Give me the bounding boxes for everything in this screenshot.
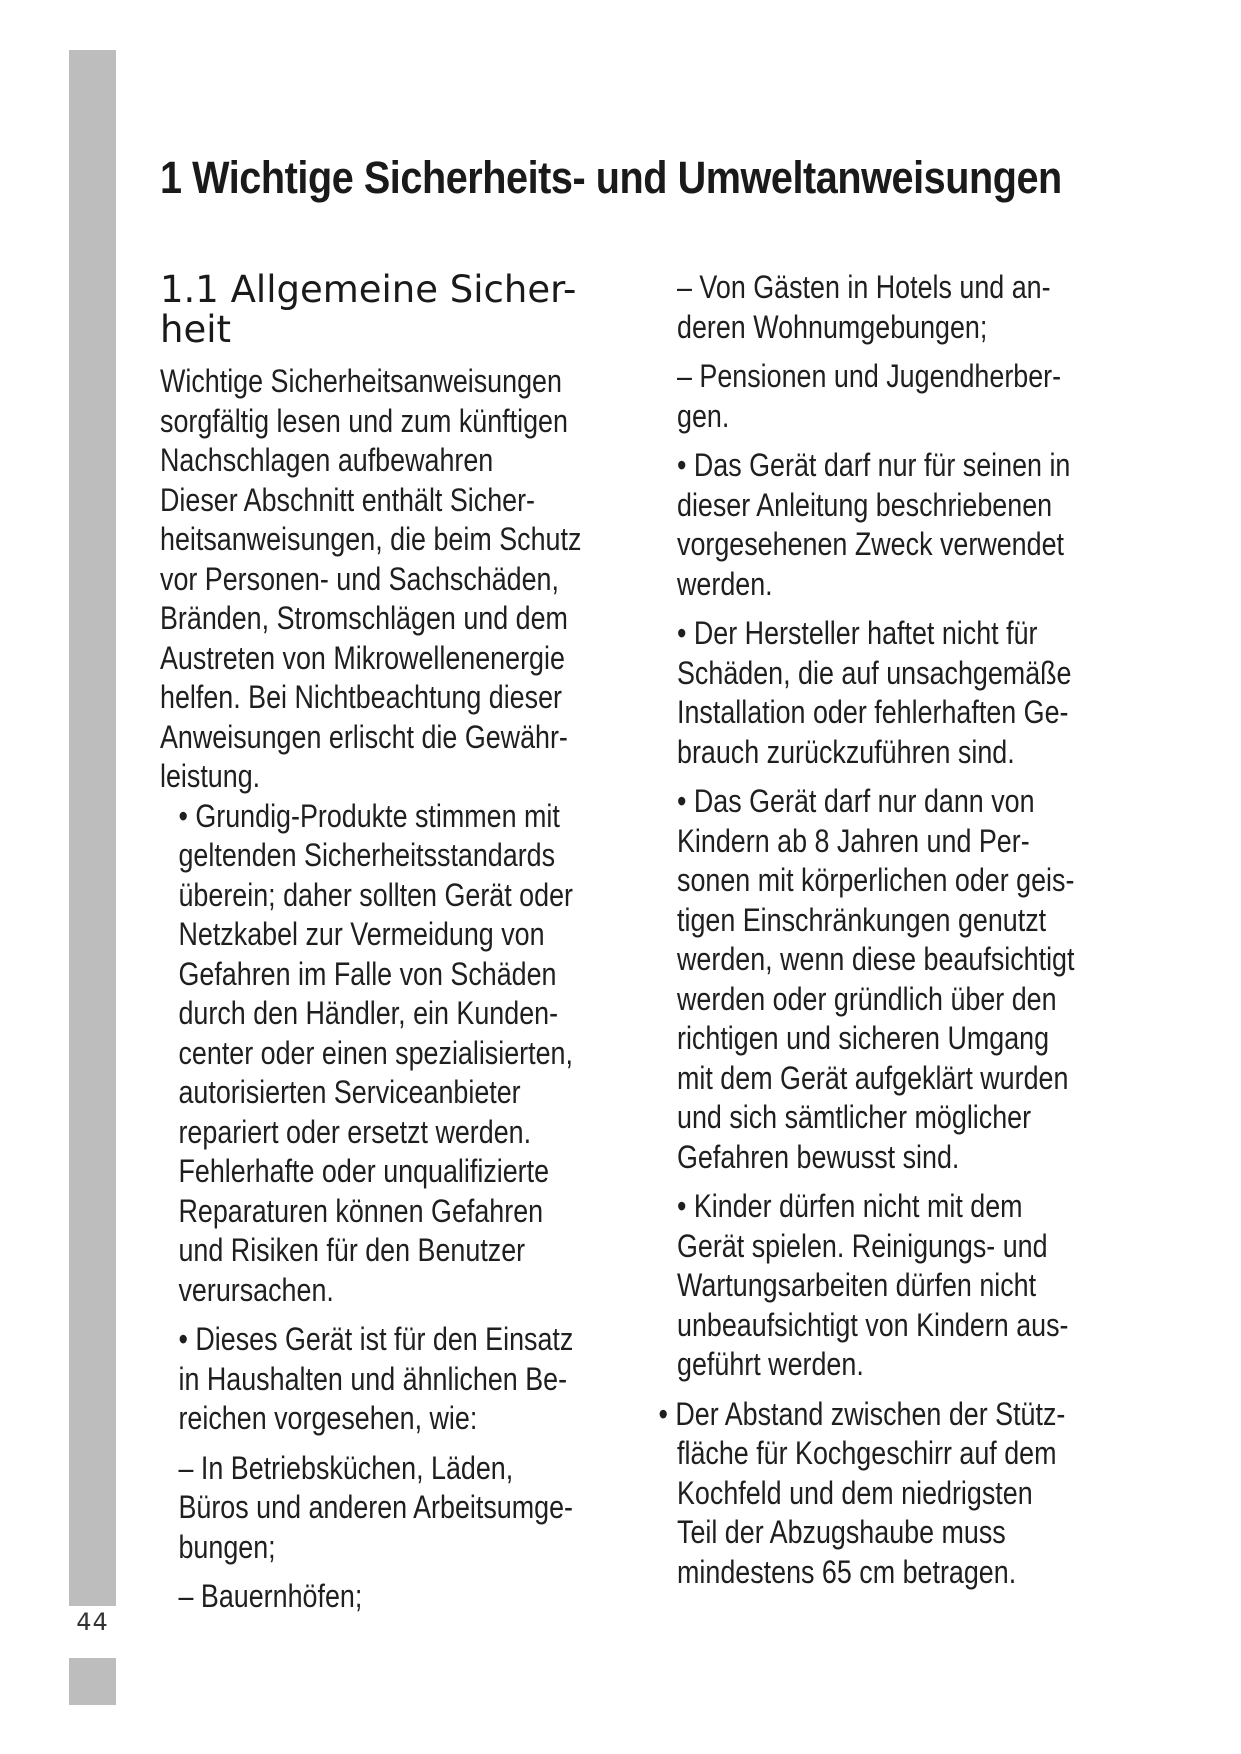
text-line: sorgfältig lesen und zum künftigen <box>160 402 568 439</box>
text-line: Nachschlagen aufbewahren <box>160 442 494 478</box>
text-line: Gefahren bewusst sind. <box>677 1138 960 1175</box>
text-line: Reparaturen können Gefahren <box>178 1192 544 1229</box>
text-line: Netzkabel zur Vermeidung von <box>178 916 545 952</box>
text-line: Dieser Abschnitt enthält Sicher- <box>160 481 536 518</box>
right-column <box>658 268 1177 1592</box>
text-line: vorgesehenen Zweck verwendet <box>677 526 1064 562</box>
text-line: repariert oder ersetzt werden. <box>178 1113 532 1150</box>
text-line: Fehlerhafte oder unqualifizierte <box>178 1153 550 1189</box>
text-line: reichen vorgesehen, wie: <box>178 1400 478 1436</box>
text-line: geführt werden. <box>677 1346 864 1382</box>
text-line: • Der Abstand zwischen der Stütz- <box>658 1395 1066 1432</box>
text-line: Kochfeld und dem niedrigsten <box>677 1474 1033 1511</box>
text-line: Anweisungen erlischt die Gewähr- <box>160 718 568 755</box>
text-line: Büros und anderen Arbeitsumge- <box>178 1489 573 1525</box>
text-line: Wichtige Sicherheitsanweisungen <box>160 363 562 399</box>
text-line: – Von Gästen in Hotels und an- <box>677 269 1051 305</box>
text-line: vor Personen- und Sachschäden, <box>160 560 559 597</box>
text-line: werden. <box>677 565 773 602</box>
sidebar-bar <box>69 50 116 1606</box>
text-line: • Das Gerät darf nur für seinen in <box>677 447 1071 483</box>
bullet-item <box>677 446 1097 604</box>
text-line: Teil der Abzugshaube muss <box>677 1514 1006 1550</box>
bullet-item <box>677 782 1097 1177</box>
text-line: • Das Gerät darf nur dann von <box>677 783 1035 819</box>
text-line: leistung. <box>160 758 261 794</box>
sidebar-block <box>69 1658 116 1705</box>
bullet-item <box>160 797 580 1311</box>
text-line: center oder einen spezialisierten, <box>178 1034 573 1071</box>
bullet-item <box>677 1187 1097 1385</box>
text-line: werden oder gründlich über den <box>677 980 1057 1017</box>
text-line: Bränden, Stromschlägen und dem <box>160 600 568 636</box>
intro-paragraph <box>160 362 580 797</box>
chapter-title: 1 Wichtige Sicherheits- und Umweltanweisungen <box>160 152 1062 203</box>
text-line: fläche für Kochgeschirr auf dem <box>677 1435 1057 1471</box>
page-number: 44 <box>76 1608 109 1636</box>
dash-item <box>160 1449 580 1568</box>
left-column <box>160 362 660 1617</box>
text-line: • Dieses Gerät ist für den Einsatz <box>178 1321 574 1357</box>
text-line: unbeaufsichtigt von Kindern aus- <box>677 1306 1069 1343</box>
text-line: – In Betriebsküchen, Läden, <box>178 1449 514 1486</box>
text-line: heitsanweisungen, die beim Schutz <box>160 521 582 557</box>
text-line: überein; daher sollten Gerät oder <box>178 876 573 913</box>
text-line: und Risiken für den Benutzer <box>178 1232 526 1268</box>
text-line: Schäden, die auf unsachgemäße <box>677 654 1072 691</box>
text-line: Wartungsarbeiten dürfen nicht <box>677 1267 1037 1303</box>
section-title-line: heit <box>160 308 232 351</box>
text-line: mit dem Gerät aufgeklärt wurden <box>677 1059 1069 1096</box>
text-line: geltenden Sicherheitsstandards <box>178 837 556 873</box>
text-line: – Pensionen und Jugendherber- <box>677 358 1062 394</box>
text-line: Installation oder fehlerhaften Ge- <box>677 694 1069 730</box>
text-line: helfen. Bei Nichtbeachtung dieser <box>160 679 562 715</box>
section-title <box>160 270 600 350</box>
text-line: • Grundig-Produkte stimmen mit <box>178 797 560 834</box>
text-line: durch den Händler, ein Kunden- <box>178 995 559 1031</box>
text-line: Austreten von Mikrowellenenergie <box>160 639 565 676</box>
text-line: bungen; <box>178 1528 276 1565</box>
text-line: mindestens 65 cm betragen. <box>677 1553 1017 1590</box>
text-line: und sich sämtlicher möglicher <box>677 1099 1032 1135</box>
bullet-item <box>659 1395 1097 1593</box>
text-line: dieser Anleitung beschriebenen <box>677 486 1053 523</box>
text-line: gen. <box>677 397 730 434</box>
text-line: brauch zurückzuführen sind. <box>677 733 1015 770</box>
text-line: Gerät spielen. Reinigungs- und <box>677 1227 1048 1264</box>
text-line: deren Wohnumgebungen; <box>677 308 988 345</box>
text-line: autorisierten Serviceanbieter <box>178 1074 521 1110</box>
section-title-line: 1.1 Allgemeine Sicher- <box>160 268 577 311</box>
bullet-item <box>677 614 1097 772</box>
bullet-item <box>160 1320 580 1439</box>
text-line: • Kinder dürfen nicht mit dem <box>677 1188 1023 1224</box>
text-line: sonen mit körperlichen oder geis- <box>677 862 1075 898</box>
text-line: – Bauernhöfen; <box>178 1578 363 1614</box>
dash-item <box>677 268 1097 347</box>
text-line: tigen Einschränkungen genutzt <box>677 901 1047 938</box>
text-line: richtigen und sicheren Umgang <box>677 1020 1050 1056</box>
text-line: Kindern ab 8 Jahren und Per- <box>677 822 1030 859</box>
text-line: werden, wenn diese beaufsichtigt <box>677 941 1075 977</box>
dash-item <box>677 357 1097 436</box>
text-line: verursachen. <box>178 1271 334 1308</box>
dash-item <box>160 1577 580 1617</box>
text-line: Gefahren im Falle von Schäden <box>178 955 557 992</box>
text-line: • Der Hersteller haftet nicht für <box>677 615 1038 651</box>
text-line: in Haushalten und ähnlichen Be- <box>178 1360 568 1397</box>
